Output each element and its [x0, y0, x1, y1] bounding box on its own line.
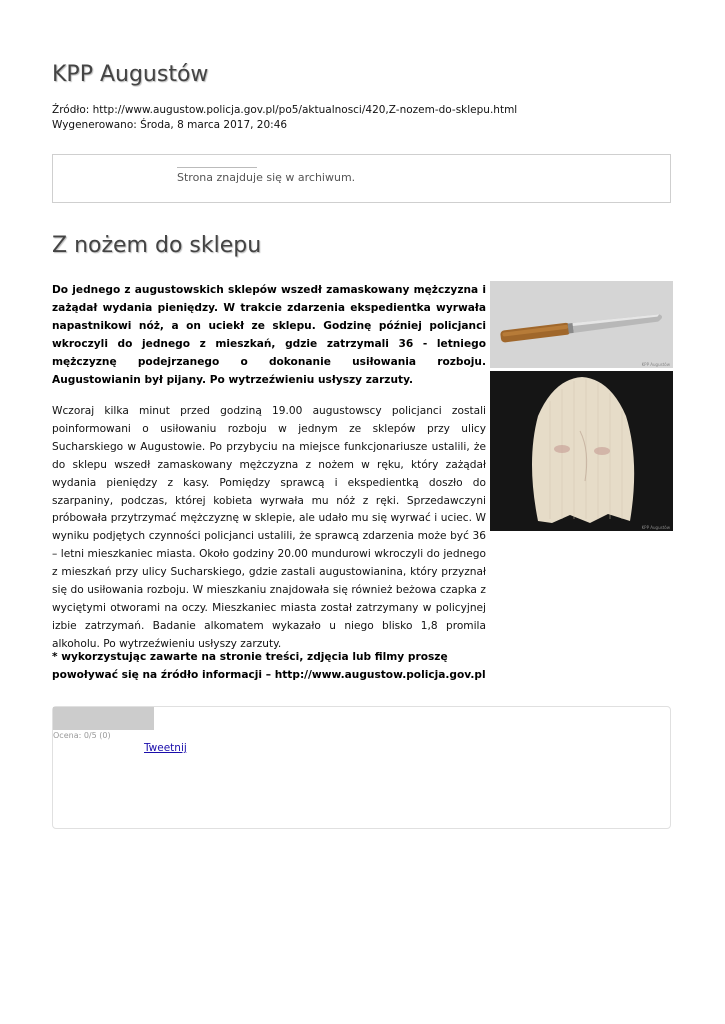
source-note: * wykorzystując zawarte na stronie treści, zdjęcia lub filmy proszę powoływać się na źródło informacji – http://www.augustow.policja.gov.pl — [52, 651, 486, 681]
knife-photo[interactable] — [490, 281, 673, 368]
rating-stars[interactable] — [53, 707, 154, 730]
article-body: Wczoraj kilka minut przed godziną 19.00 augustowscy policjanci zostali poinformowani o usiłowaniu rozboju w jednym ze sklepów przy ulicy Sucharskiego w Augustowie. Po przybyciu na miejsce funkcjonariusze ustalili, że do sklepu wszedł zamaskowany mężczyzna z nożem w ręku, który zażądał wydania pieniędzy z kasy. Pomiędzy sprawcą i ekspedientką doszło do szarpaniny, podczas, której kobieta wyrwała mu nóż z ręki. Sprzedawczyni próbowała przytrzymać mężczyznę w sklepie, ale udało mu się wyrwać i uciec. W wyniku podjętych czynności policjanci ustalili, że sprawcą zdarzenia może być 36 – letni mieszkaniec miasta. Około godziny 20.00 mundurowi wkroczyli do jednego z mieszkań przy ulicy Sucharskiego, gdzie zastali augustowianina, który przyznał się do usiłowania rozboju. W mieszkaniu znajdowała się również beżowa czapka z wyciętymi otworami na oczy. Mieszkaniec miasta został zatrzymany w policyjnej izbie zatrzymań. Badanie alkomatem wykazało u niego blisko 1,8 promila alkoholu. Po wytrzeźwieniu usłyszy zarzuty. — [52, 405, 486, 650]
document-meta — [52, 103, 517, 133]
photo-credit: KPP Augustów — [641, 362, 670, 367]
tweet-link[interactable]: Tweetnij — [144, 742, 187, 754]
cap-photo[interactable] — [490, 371, 673, 531]
article-title: Z nożem do sklepu — [52, 233, 262, 258]
site-title: KPP Augustów — [52, 62, 209, 87]
archive-divider — [177, 167, 257, 168]
generated-date: Wygenerowano: Środa, 8 marca 2017, 20:46 — [52, 119, 288, 131]
rating-score: Ocena: 0/5 (0) — [53, 731, 111, 740]
archive-notice — [52, 154, 671, 203]
knife-image — [490, 281, 673, 368]
beige-cap-image — [490, 371, 673, 531]
source-url: Źródło: http://www.augustow.policja.gov.pl/po5/aktualnosci/420,Z-nozem-do-sklepu.html — [52, 104, 518, 116]
archive-text: Strona znajduje się w archiwum. — [177, 171, 356, 184]
article-lead: Do jednego z augustowskich sklepów wszedł zamaskowany mężczyzna i zażądał wydania pieniędzy. W trakcie zdarzenia ekspedientka wyrwała napastnikowi nóż, a on uciekł ze sklepu. Godzinę później policjanci wkroczyli do jednego z mieszkań, gdzie zatrzymali 36 - letniego mężczyznę podejrzanego o dokonanie usiłowania rozboju. Augustowianin był pijany. Po wytrzeźwieniu usłyszy zarzuty. — [52, 284, 486, 386]
photo-credit: KPP Augustów — [641, 525, 670, 530]
rating-panel — [52, 706, 671, 829]
